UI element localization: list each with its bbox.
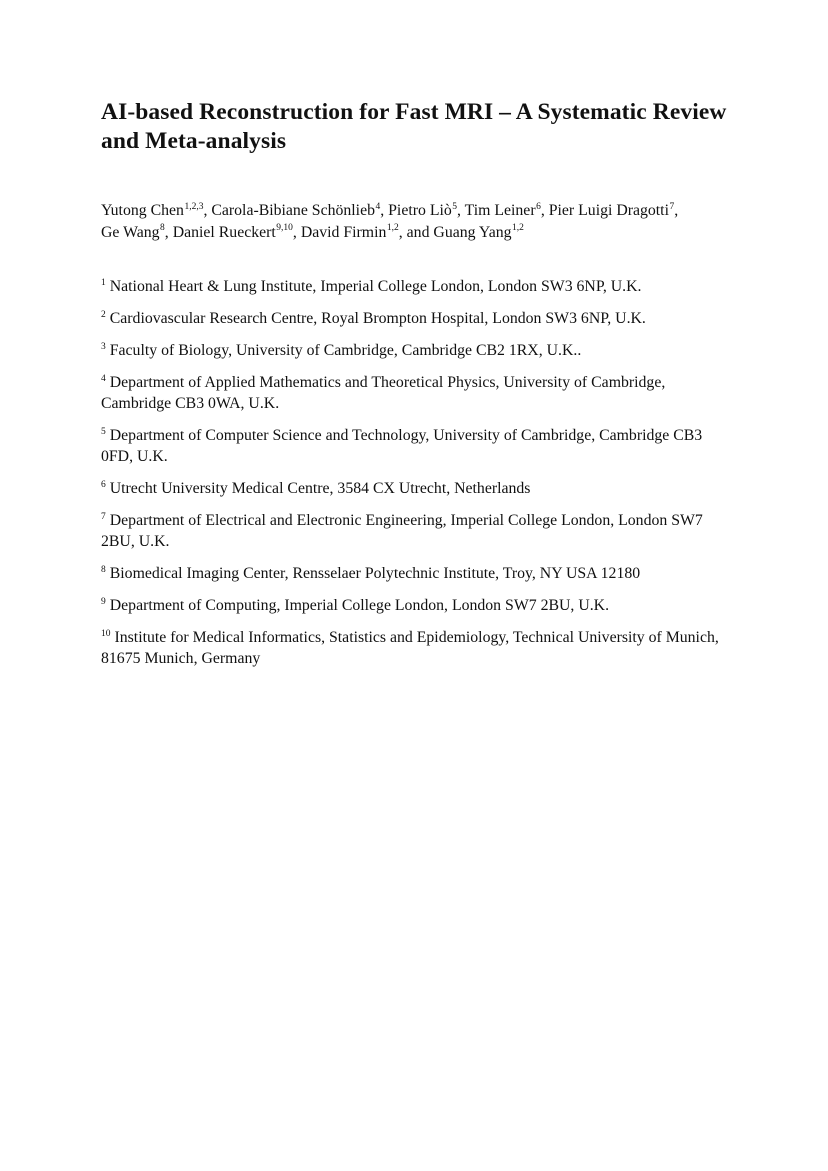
affiliation-text: Utrecht University Medical Centre, 3584 CX Utrecht, Netherlands — [109, 480, 531, 497]
author-affiliation-marker: 1,2 — [512, 223, 524, 234]
affiliation-number: 8 — [101, 564, 106, 575]
affiliation-number: 5 — [101, 426, 106, 437]
author-affiliation-marker: 8 — [160, 223, 165, 234]
affiliation-item — [101, 276, 731, 297]
affiliation-text: Faculty of Biology, University of Cambridge, Cambridge CB2 1RX, U.K.. — [109, 342, 582, 359]
affiliation-text: National Heart & Lung Institute, Imperial College London, London SW3 6NP, U.K. — [109, 278, 642, 295]
affiliation-number: 10 — [101, 628, 111, 639]
affiliation-text: Department of Applied Mathematics and Theoretical Physics, University of Cambridge, Cambridge CB3 0WA, U.K. — [101, 374, 666, 412]
affiliation-item — [101, 595, 731, 616]
author-separator: , — [380, 202, 389, 219]
affiliation-item — [101, 372, 731, 414]
author-separator: , — [674, 202, 679, 219]
author-name: David Firmin — [300, 223, 387, 241]
affiliation-text: Department of Computer Science and Technology, University of Cambridge, Cambridge CB3 0FD, U.K. — [101, 427, 703, 465]
affiliation-text: Biomedical Imaging Center, Rensselaer Polytechnic Institute, Troy, NY USA 12180 — [109, 565, 641, 582]
author-separator: , — [457, 202, 465, 219]
affiliation-item — [101, 563, 731, 584]
author-affiliation-marker: 1,2,3 — [184, 201, 204, 212]
affiliation-item — [101, 308, 731, 329]
author-name: Pietro Liò — [388, 202, 452, 219]
author-name: Carola-Bibiane Schönlieb — [211, 202, 375, 219]
affiliation-number: 2 — [101, 309, 106, 320]
author-name: Guang Yang — [433, 223, 512, 241]
affiliation-text: Department of Electrical and Electronic Engineering, Imperial College London, London SW7 2BU, U.K. — [101, 512, 703, 550]
author-affiliation-marker: 4 — [375, 201, 381, 212]
affiliation-number: 9 — [101, 596, 106, 607]
author-separator: , — [164, 223, 173, 241]
author-name: Daniel Rueckert — [172, 223, 276, 241]
affiliation-item — [101, 340, 731, 361]
affiliation-text: Institute for Medical Informatics, Statistics and Epidemiology, Technical University of Munich, 81675 Munich, Germany — [101, 629, 719, 667]
author-name: Yutong Chen — [101, 202, 184, 219]
affiliation-item — [101, 425, 731, 467]
author-affiliation-marker: 6 — [536, 201, 541, 212]
paper-title: AI-based Reconstruction for Fast MRI – A Systematic Review and Meta-analysis — [101, 99, 727, 154]
affiliation-number: 3 — [101, 341, 106, 352]
affiliation-number: 6 — [101, 479, 106, 490]
author-affiliation-marker: 9,10 — [276, 223, 293, 234]
author-affiliation-marker: 5 — [452, 201, 458, 212]
affiliation-number: 4 — [101, 373, 106, 384]
affiliation-item — [101, 478, 731, 499]
author-separator: , — [203, 202, 212, 219]
affiliation-text: Department of Computing, Imperial College London, London SW7 2BU, U.K. — [109, 597, 610, 614]
author-separator: , and — [398, 223, 434, 241]
author-list — [101, 200, 731, 243]
affiliation-text: Cardiovascular Research Centre, Royal Brompton Hospital, London SW3 6NP, U.K. — [109, 310, 646, 327]
author-separator: , — [292, 223, 301, 241]
paper-page — [101, 98, 731, 680]
author-name: Ge Wang — [101, 223, 160, 241]
affiliation-list — [101, 276, 731, 669]
author-affiliation-marker: 1,2 — [386, 223, 399, 234]
affiliation-item — [101, 510, 731, 552]
author-name: Pier Luigi Dragotti — [548, 202, 669, 219]
author-affiliation-marker: 7 — [669, 201, 675, 212]
affiliation-item — [101, 627, 731, 669]
affiliation-number: 7 — [101, 511, 106, 522]
author-separator: , — [540, 202, 549, 219]
affiliation-number: 1 — [101, 277, 106, 288]
author-name: Tim Leiner — [464, 202, 536, 219]
